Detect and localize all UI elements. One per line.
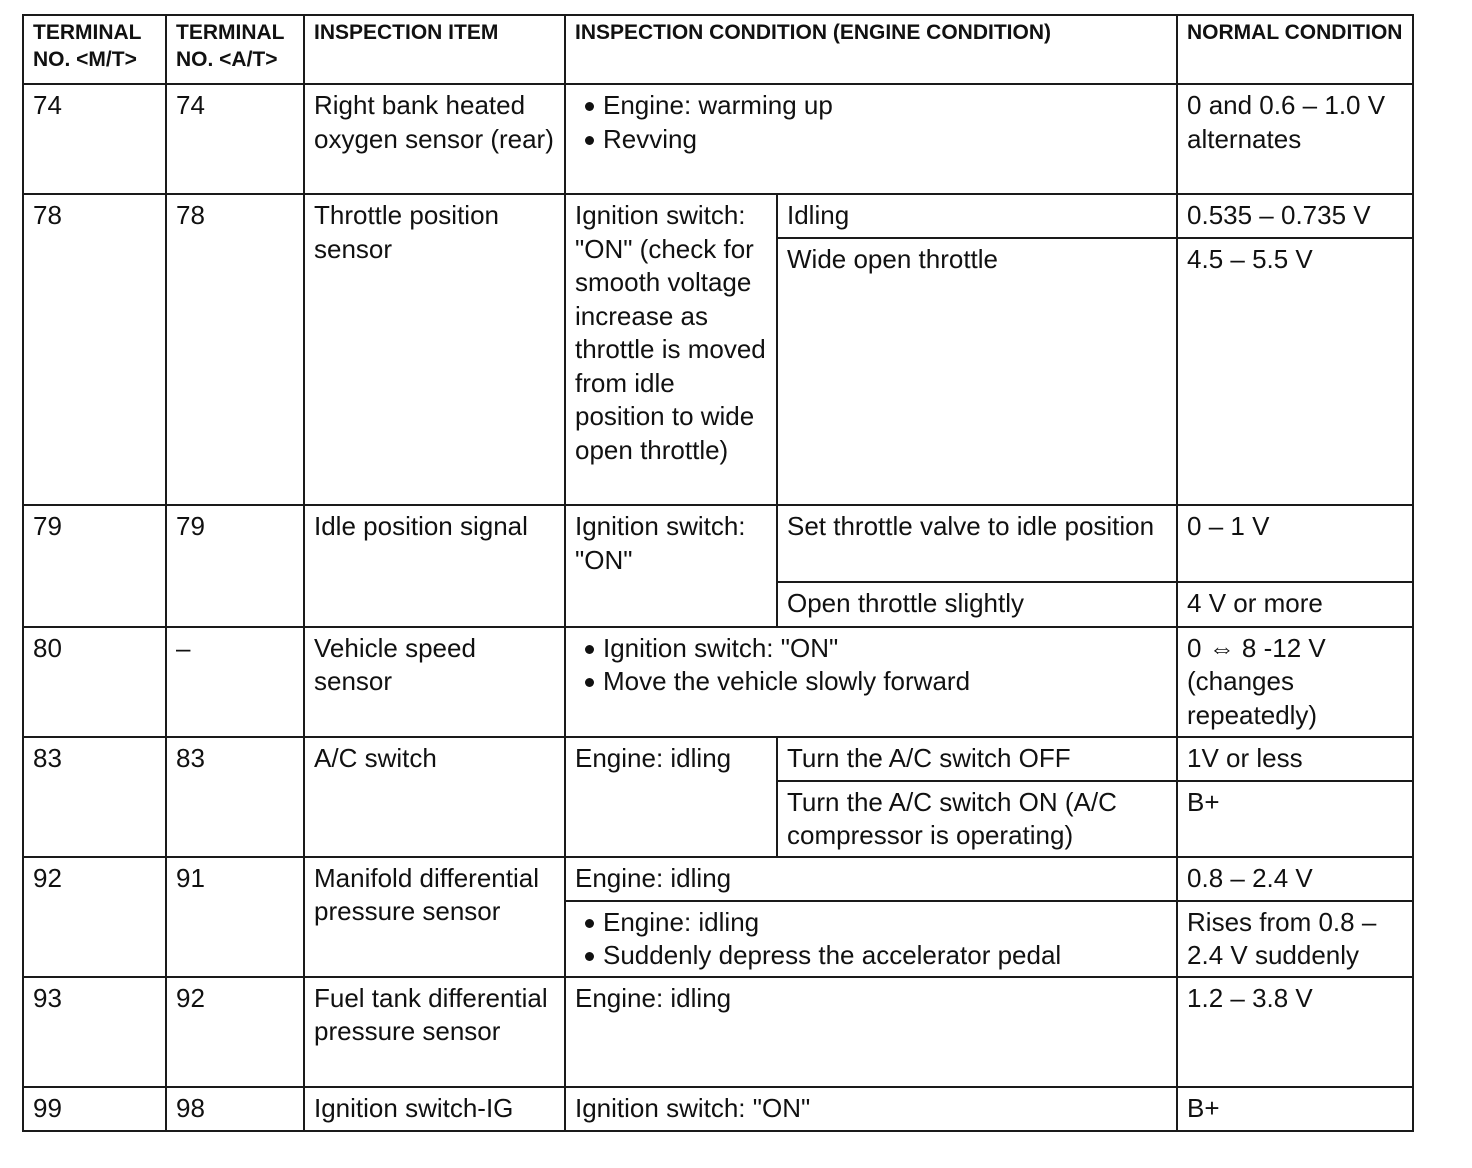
- condition-list: [575, 632, 1168, 699]
- terminal-mt-cell: 78: [23, 194, 166, 505]
- terminal-mt-cell: 92: [23, 857, 166, 977]
- list-item: Engine: idling: [575, 906, 1168, 940]
- terminal-mt-cell: 99: [23, 1087, 166, 1131]
- terminal-at-cell: 83: [166, 737, 304, 857]
- terminal-at-cell: 91: [166, 857, 304, 977]
- table-row: [23, 505, 1413, 582]
- sub-condition-cell: Idling: [777, 194, 1177, 238]
- terminal-mt-cell: 74: [23, 84, 166, 194]
- list-item: Revving: [575, 123, 1168, 157]
- normal-condition-cell: 0.535 – 0.735 V: [1177, 194, 1413, 238]
- terminal-mt-cell: 80: [23, 627, 166, 737]
- list-item: Engine: warming up: [575, 89, 1168, 123]
- table-row: [23, 977, 1413, 1087]
- normal-condition-cell: 0 – 1 V: [1177, 505, 1413, 582]
- sub-condition-cell: Set throttle valve to idle position: [777, 505, 1177, 582]
- normal-condition-cell: 1.2 – 3.8 V: [1177, 977, 1413, 1087]
- normal-condition-cell: 4 V or more: [1177, 582, 1413, 626]
- inspection-item-cell: Idle position signal: [304, 505, 565, 626]
- normal-condition-cell: B+: [1177, 1087, 1413, 1131]
- header-row: [23, 15, 1413, 84]
- inspection-item-cell: Right bank heated oxygen sensor (rear): [304, 84, 565, 194]
- inspection-condition-cell: [565, 84, 1177, 194]
- header-normal-condition: NORMAL CONDITION: [1177, 15, 1413, 84]
- normal-condition-cell: 1V or less: [1177, 737, 1413, 781]
- terminal-at-cell: 79: [166, 505, 304, 626]
- list-item: Move the vehicle slowly forward: [575, 665, 1168, 699]
- terminal-at-cell: –: [166, 627, 304, 737]
- header-terminal-mt: TERMINAL NO. <M/T>: [23, 15, 166, 84]
- header-inspection-item: INSPECTION ITEM: [304, 15, 565, 84]
- header-inspection-condition: INSPECTION CONDITION (ENGINE CONDITION): [565, 15, 1177, 84]
- sub-condition-cell: Turn the A/C switch OFF: [777, 737, 1177, 781]
- normal-condition-cell: 0 ⇔ 8 -12 V (changes repeatedly): [1177, 627, 1413, 737]
- inspection-item-cell: Vehicle speed sensor: [304, 627, 565, 737]
- inspection-item-cell: Manifold differential pressure sensor: [304, 857, 565, 977]
- terminal-at-cell: 78: [166, 194, 304, 505]
- inspection-item-cell: Throttle position sensor: [304, 194, 565, 505]
- table-row: [23, 737, 1413, 781]
- inspection-item-cell: A/C switch: [304, 737, 565, 857]
- terminal-at-cell: 74: [166, 84, 304, 194]
- inspection-condition-cell: Ignition switch: "ON": [565, 505, 777, 626]
- normal-condition-cell: 0.8 – 2.4 V: [1177, 857, 1413, 901]
- inspection-condition-cell: Engine: idling: [565, 737, 777, 857]
- inspection-condition-cell: Ignition switch: "ON": [565, 1087, 1177, 1131]
- terminal-at-cell: 98: [166, 1087, 304, 1131]
- list-item: Ignition switch: "ON": [575, 632, 1168, 666]
- sub-condition-cell: Open throttle slightly: [777, 582, 1177, 626]
- sub-condition-cell: Turn the A/C switch ON (A/C compressor is operating): [777, 781, 1177, 857]
- terminal-mt-cell: 79: [23, 505, 166, 626]
- table-row: [23, 627, 1413, 737]
- inspection-item-cell: Ignition switch-IG: [304, 1087, 565, 1131]
- condition-list: [575, 89, 1168, 156]
- header-terminal-at: TERMINAL NO. <A/T>: [166, 15, 304, 84]
- sub-condition-cell: Wide open throttle: [777, 238, 1177, 505]
- terminal-mt-cell: 93: [23, 977, 166, 1087]
- table-row: [23, 1087, 1413, 1131]
- normal-condition-cell: B+: [1177, 781, 1413, 857]
- terminal-mt-cell: 83: [23, 737, 166, 857]
- table-row: [23, 857, 1413, 901]
- condition-list: [575, 906, 1168, 973]
- normal-condition-cell: 0 and 0.6 – 1.0 V alternates: [1177, 84, 1413, 194]
- inspection-condition-cell: Ignition switch: "ON" (check for smooth voltage increase as throttle is moved from idle position to wide open throttle): [565, 194, 777, 505]
- inspection-condition-cell: Engine: idling: [565, 977, 1177, 1087]
- inspection-condition-cell: Engine: idling: [565, 857, 1177, 901]
- list-item: Suddenly depress the accelerator pedal: [575, 939, 1168, 973]
- normal-condition-cell: Rises from 0.8 – 2.4 V suddenly: [1177, 901, 1413, 977]
- normal-condition-cell: 4.5 – 5.5 V: [1177, 238, 1413, 505]
- terminal-at-cell: 92: [166, 977, 304, 1087]
- inspection-item-cell: Fuel tank differential pressure sensor: [304, 977, 565, 1087]
- inspection-condition-cell: [565, 901, 1177, 977]
- inspection-condition-cell: [565, 627, 1177, 737]
- inspection-table: [22, 14, 1414, 1132]
- table-row: [23, 84, 1413, 194]
- table-row: [23, 194, 1413, 238]
